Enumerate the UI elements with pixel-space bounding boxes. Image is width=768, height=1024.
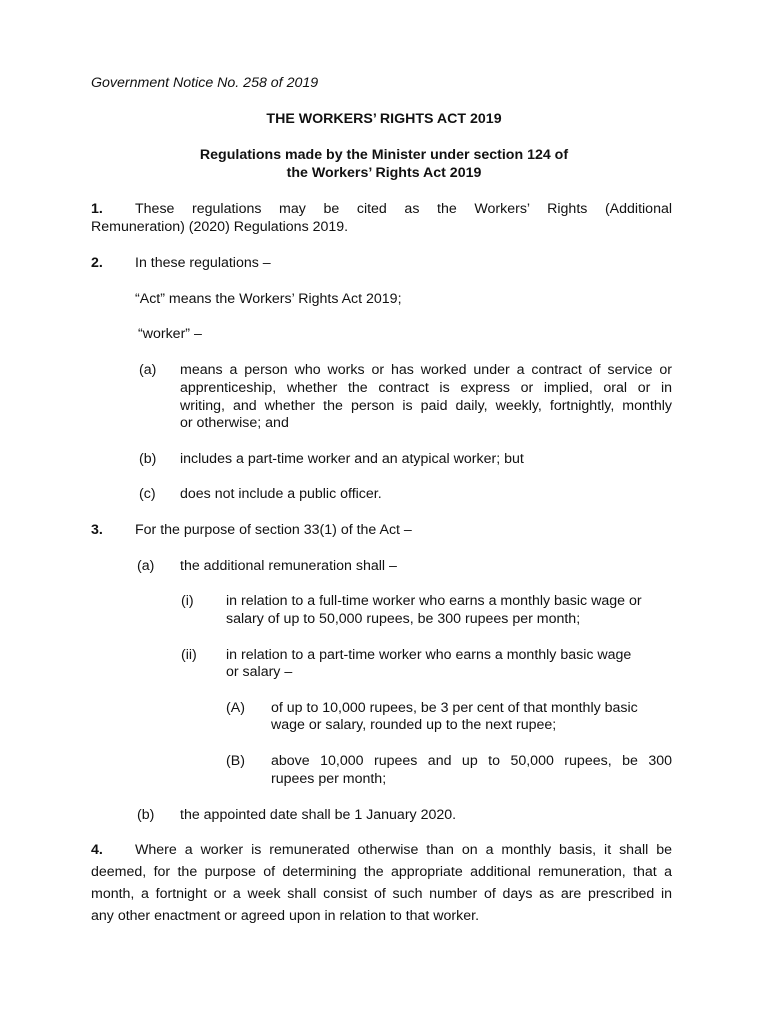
section-3-number: 3. bbox=[91, 522, 103, 538]
subitem-ii-line-2: or salary – bbox=[226, 664, 293, 680]
item-label-a: (a) bbox=[139, 362, 157, 378]
subitem-ii-line-1: in relation to a part-time worker who earns a monthly basic wage bbox=[226, 647, 632, 663]
s3-item-label-a: (a) bbox=[137, 558, 155, 574]
section-3-intro: For the purpose of section 33(1) of the Act – bbox=[135, 522, 412, 538]
section-1-number: 1. bbox=[91, 201, 103, 217]
s3-b-text: the appointed date shall be 1 January 2020. bbox=[180, 807, 457, 823]
paragraph-label-B: (B) bbox=[226, 753, 245, 769]
paragraph-A-line-2: wage or salary, rounded up to the next rupee; bbox=[271, 717, 557, 733]
s3-item-label-b: (b) bbox=[137, 807, 155, 823]
section-1-line-1: These regulations may be cited as the Workers’ Rights (Additional bbox=[135, 201, 672, 217]
notice-number: Government Notice No. 258 of 2019 bbox=[91, 75, 319, 91]
paragraph-label-A: (A) bbox=[226, 700, 245, 716]
worker-c-text: does not include a public officer. bbox=[180, 486, 382, 502]
worker-a-line-4: or otherwise; and bbox=[180, 415, 289, 431]
section-4-line-2: deemed, for the purpose of determining the appropriate additional remuneration, that a bbox=[91, 864, 672, 880]
worker-b-text: includes a part-time worker and an atypical worker; but bbox=[180, 451, 524, 467]
definition-worker: “worker” – bbox=[138, 326, 202, 342]
worker-a-line-3: writing, and whether the person is paid daily, weekly, fortnightly, monthly bbox=[180, 398, 672, 414]
subtitle-line-1: Regulations made by the Minister under section 124 of bbox=[199, 147, 569, 163]
paragraph-B-line-2: rupees per month; bbox=[271, 771, 387, 787]
section-2-number: 2. bbox=[91, 255, 103, 271]
s3-a-text: the additional remuneration shall – bbox=[180, 558, 397, 574]
worker-a-line-1: means a person who works or has worked under a contract of service or bbox=[180, 362, 672, 378]
item-label-c: (c) bbox=[139, 486, 156, 502]
act-title: THE WORKERS’ RIGHTS ACT 2019 bbox=[266, 111, 502, 127]
subitem-label-ii: (ii) bbox=[181, 647, 197, 663]
worker-a-line-2: apprenticeship, whether the contract is express or implied, oral or in bbox=[180, 380, 672, 396]
section-4-line-3: month, a fortnight or a week shall consist of such number of days as are prescribed in bbox=[91, 886, 672, 902]
section-4-line-4: any other enactment or agreed upon in relation to that worker. bbox=[91, 908, 480, 924]
section-2-intro: In these regulations – bbox=[135, 255, 271, 271]
section-4-number: 4. bbox=[91, 842, 103, 858]
subitem-i-line-2: salary of up to 50,000 rupees, be 300 rupees per month; bbox=[226, 611, 581, 627]
subtitle-line-2: the Workers’ Rights Act 2019 bbox=[286, 165, 482, 181]
definition-act: “Act” means the Workers’ Rights Act 2019; bbox=[135, 291, 402, 307]
paragraph-B-line-1: above 10,000 rupees and up to 50,000 rupees, be 300 bbox=[271, 753, 672, 769]
section-1-line-2: Remuneration) (2020) Regulations 2019. bbox=[91, 219, 349, 235]
item-label-b: (b) bbox=[139, 451, 157, 467]
section-4-line-1: Where a worker is remunerated otherwise than on a monthly basis, it shall be bbox=[135, 842, 672, 858]
subitem-i-line-1: in relation to a full-time worker who earns a monthly basic wage or bbox=[226, 593, 642, 609]
paragraph-A-line-1: of up to 10,000 rupees, be 3 per cent of that monthly basic bbox=[271, 700, 638, 716]
subitem-label-i: (i) bbox=[181, 593, 194, 609]
